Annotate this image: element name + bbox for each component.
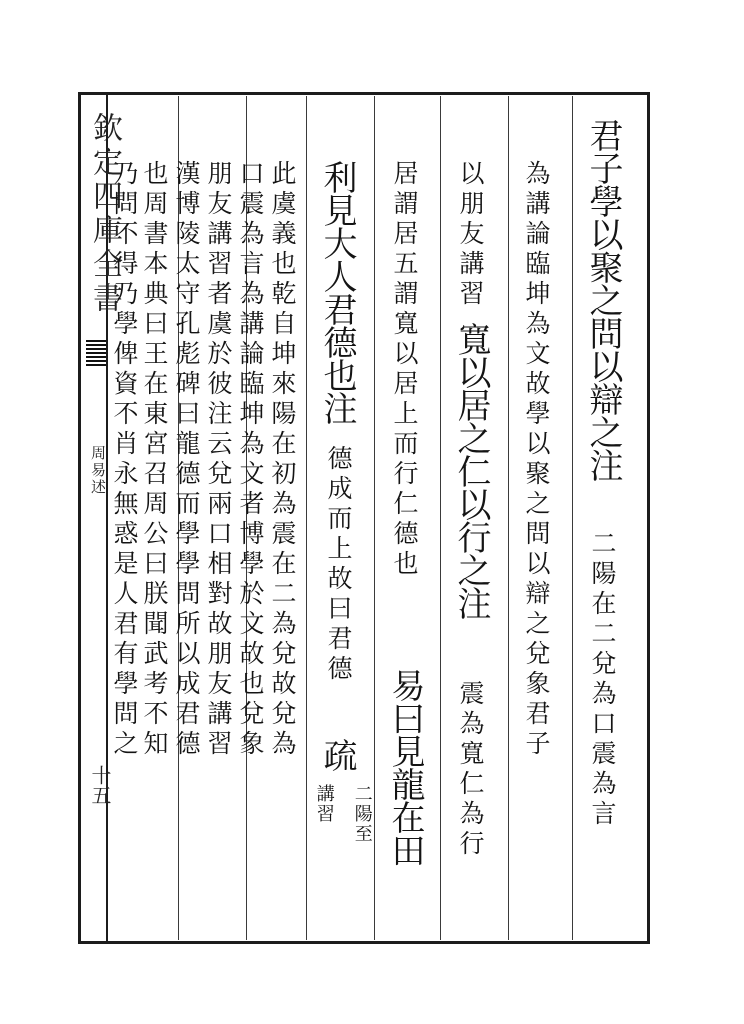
text-column-heading: 疏 [317,738,357,771]
text-column-heading: 易曰見龍在田 [385,668,425,866]
fish-tail-mark [86,340,106,366]
text-column: 漢博陵太守孔彪碑曰龍德而學學問所以成君德 [172,160,201,760]
text-column: 也周書本典曰王在東宮召周公曰朕聞武考不知 [140,160,169,760]
column-rule [508,96,509,940]
page-number: 十五 [88,765,112,805]
text-column: 居謂居五謂寬以居上而行仁德也 [390,160,419,580]
book-title: 欽定四庫全書 [87,112,122,316]
text-column: 口震為言為講論臨坤為文者博學於文故也兌象 [236,160,265,760]
inline-note: 二陽至 [351,784,373,844]
column-rule [572,96,573,940]
text-column-heading: 君子學以聚之問以辯之注 [583,118,623,481]
text-column: 乃問不得乃學俾資不肖永無惑是人君有學問之 [110,160,139,760]
text-column: 以朋友講習 [456,160,485,310]
text-column: 朋友講習者虞於彼注云兌兩口相對故朋友講習 [204,160,233,760]
text-column-heading: 寬以居之仁以行之注 [451,322,491,619]
column-rule [440,96,441,940]
column-rule [374,96,375,940]
section-title: 周易述 [89,445,107,496]
text-column: 為講論臨坤為文故學以聚之問以辯之兌象君子 [522,160,551,760]
column-rule [306,96,307,940]
text-column-heading: 利見大人君德也注 [317,160,357,424]
inline-note: 講習 [313,784,335,824]
text-column-note: 德成而上故曰君德 [324,445,353,685]
text-column-note: 二陽在二兌為口震為言 [588,530,617,830]
text-column: 此虞義也乾自坤來陽在初為震在二為兌故兌為 [268,160,297,760]
text-column-note: 震為寬仁為行 [456,680,485,860]
